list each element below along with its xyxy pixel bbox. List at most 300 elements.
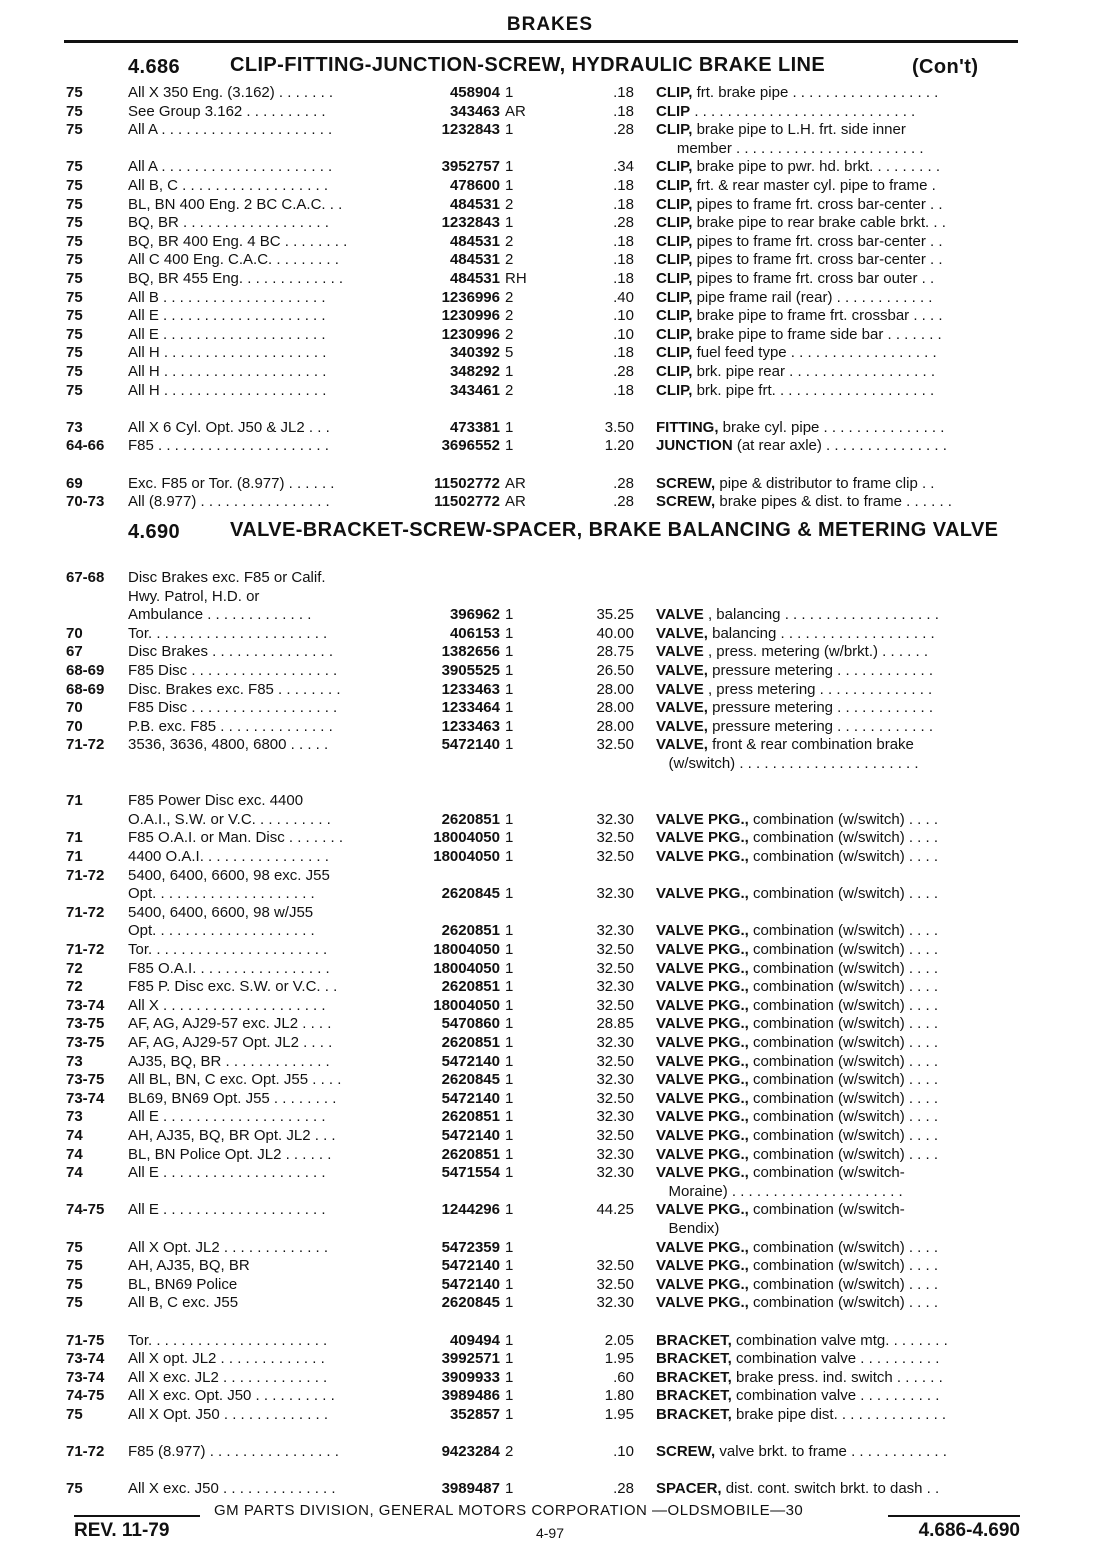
description xyxy=(656,1183,1020,1201)
table-row xyxy=(0,140,1100,158)
table-row xyxy=(0,103,1100,121)
application: AF, AG, AJ29-57 exc. JL2 . . . . xyxy=(128,1015,332,1033)
price: .28 xyxy=(613,493,634,511)
description xyxy=(656,1015,1020,1033)
price: 32.30 xyxy=(596,1108,634,1126)
price: 32.50 xyxy=(596,959,634,977)
description-text: combination (w/switch) . . . . xyxy=(752,941,939,958)
part-number: 1230996 xyxy=(441,307,500,325)
footer-rule-left xyxy=(74,1515,200,1517)
table-row xyxy=(0,1443,1100,1461)
quantity: 1 xyxy=(505,1052,514,1070)
description-text: pipes to frame frt. cross bar-center . . xyxy=(696,232,943,250)
description xyxy=(656,307,1020,325)
description-text: combination (w/switch) . . . . xyxy=(752,959,939,977)
model-year: 72 xyxy=(66,978,83,996)
quantity: 1 xyxy=(505,84,514,101)
model-year: 74 xyxy=(66,1164,83,1182)
table-row xyxy=(0,214,1100,232)
part-name: VALVE xyxy=(656,606,704,624)
quantity: 1 xyxy=(505,1294,514,1312)
description xyxy=(656,885,1020,903)
part-name: VALVE PKG., xyxy=(656,1108,749,1126)
application: 4400 O.A.I. . . . . . . . . . . . . . . . xyxy=(128,848,329,865)
part-number: 5472140 xyxy=(441,736,500,754)
price: 32.30 xyxy=(596,1034,634,1051)
description xyxy=(656,978,1020,996)
part-name: VALVE PKG., xyxy=(656,1015,749,1033)
application: See Group 3.162 . . . . . . . . . . xyxy=(128,102,326,120)
part-number: 1233463 xyxy=(441,717,500,735)
application: Exc. F85 or Tor. (8.977) . . . . . . xyxy=(128,474,335,492)
part-name: CLIP, xyxy=(656,84,693,101)
model-year: 75 xyxy=(66,1406,83,1423)
price: 44.25 xyxy=(596,1201,634,1219)
part-name: FITTING, xyxy=(656,418,719,436)
part-number: 1230996 xyxy=(441,325,500,343)
description xyxy=(656,736,1020,754)
description xyxy=(656,755,1020,773)
description-text: combination (w/switch) . . . . xyxy=(752,996,939,1014)
table-row xyxy=(0,1387,1100,1405)
quantity: 1 xyxy=(505,1257,514,1275)
table-row xyxy=(0,922,1100,940)
description xyxy=(656,344,1020,362)
description-text: dist. cont. switch brkt. to dash . . xyxy=(725,1480,940,1498)
application: O.A.I., S.W. or V.C. . . . . . . . . . xyxy=(128,810,331,828)
description xyxy=(656,382,1020,400)
part-number: 2620851 xyxy=(441,1145,500,1163)
description xyxy=(656,1480,1020,1498)
part-name: VALVE PKG., xyxy=(656,829,749,847)
table-row xyxy=(0,1480,1100,1498)
table-row xyxy=(0,382,1100,400)
part-number: 396962 xyxy=(449,606,500,624)
model-year: 73-75 xyxy=(66,1015,105,1033)
table-row xyxy=(0,625,1100,643)
part-name: BRACKET, xyxy=(656,1368,732,1386)
price: 40.00 xyxy=(596,624,634,642)
description-text: combination valve mtg. . . . . . . . xyxy=(736,1331,948,1349)
application: All X 6 Cyl. Opt. J50 & JL2 . . . xyxy=(128,418,330,436)
model-year: 75 xyxy=(66,102,83,120)
part-number: 406153 xyxy=(449,624,500,642)
quantity: 1 xyxy=(505,699,514,717)
part-number: 343461 xyxy=(449,381,500,399)
description-text: combination (w/switch) . . . . xyxy=(752,1015,939,1033)
part-name: CLIP, xyxy=(656,121,693,139)
quantity: 1 xyxy=(505,1406,514,1423)
price: 26.50 xyxy=(596,662,634,679)
model-year: 75 xyxy=(66,344,83,362)
table-row xyxy=(0,904,1100,922)
price: .18 xyxy=(613,251,634,269)
part-number: 5472140 xyxy=(441,1127,500,1144)
price: 32.30 xyxy=(596,1294,634,1312)
description xyxy=(656,960,1020,978)
price: 32.30 xyxy=(596,1145,634,1163)
model-year: 75 xyxy=(66,84,83,101)
part-name: VALVE PKG., xyxy=(656,1275,749,1293)
model-year: 71-72 xyxy=(66,736,105,754)
description xyxy=(656,848,1020,866)
price: .18 xyxy=(613,177,634,194)
description-text: pressure metering . . . . . . . . . . . . xyxy=(712,662,934,679)
price: 32.50 xyxy=(596,848,634,865)
section-title: VALVE-BRACKET-SCREW-SPACER, BRAKE BALANCING & METERING VALVE xyxy=(230,519,999,541)
description-text: . . . . . . . . . . . . . . . . . . . . . . . . . . . xyxy=(694,102,916,120)
model-year: 73-74 xyxy=(66,1089,105,1107)
application: All X opt. JL2 . . . . . . . . . . . . . xyxy=(128,1350,325,1368)
application: F85 Disc . . . . . . . . . . . . . . . . . . xyxy=(128,699,338,717)
description xyxy=(656,251,1020,269)
description xyxy=(656,289,1020,307)
description-text: combination valve . . . . . . . . . . xyxy=(736,1387,940,1405)
quantity: 1 xyxy=(505,643,514,661)
table-row xyxy=(0,326,1100,344)
application: All E . . . . . . . . . . . . . . . . . . . . xyxy=(128,325,326,343)
description-text: (w/switch) . . . . . . . . . . . . . . . . . . . . . . xyxy=(656,755,919,772)
quantity: 1 xyxy=(505,1238,514,1256)
part-number: 3992571 xyxy=(441,1350,500,1368)
description xyxy=(656,625,1020,643)
model-year: 75 xyxy=(66,1238,83,1256)
price: .18 xyxy=(613,344,634,362)
table-row xyxy=(0,1201,1100,1219)
table-row xyxy=(0,755,1100,773)
model-year: 71-75 xyxy=(66,1331,105,1349)
part-number: 3952757 xyxy=(441,158,500,176)
quantity: 1 xyxy=(505,1145,514,1163)
section-title: CLIP-FITTING-JUNCTION-SCREW, HYDRAULIC BRAKE LINE xyxy=(230,54,826,76)
part-name: VALVE PKG., xyxy=(656,941,749,958)
part-name: CLIP, xyxy=(656,214,693,232)
description xyxy=(656,1276,1020,1294)
quantity: 1 xyxy=(505,437,514,455)
table-row xyxy=(0,1350,1100,1368)
description xyxy=(656,922,1020,940)
model-year: 75 xyxy=(66,1275,83,1293)
model-year: 75 xyxy=(66,1480,83,1498)
quantity: 2 xyxy=(505,325,514,343)
description xyxy=(656,1220,1020,1238)
description xyxy=(656,1127,1020,1145)
page-title: BRAKES xyxy=(506,14,594,35)
application: All X exc. Opt. J50 . . . . . . . . . . xyxy=(128,1387,335,1405)
table-row xyxy=(0,1146,1100,1164)
description xyxy=(656,121,1020,139)
application: All X Opt. JL2 . . . . . . . . . . . . . xyxy=(128,1238,329,1256)
application: F85 O.A.I. . . . . . . . . . . . . . . . . xyxy=(128,959,330,977)
price: .18 xyxy=(613,102,634,120)
application: Disc. Brakes exc. F85 . . . . . . . . xyxy=(128,680,341,698)
model-year: 75 xyxy=(66,158,83,176)
description xyxy=(656,326,1020,344)
application: Tor. . . . . . . . . . . . . . . . . . . . . . xyxy=(128,1331,328,1349)
model-year: 73-74 xyxy=(66,1350,105,1368)
model-year: 71-72 xyxy=(66,941,105,958)
description-text: combination (w/switch- xyxy=(752,1201,905,1219)
description xyxy=(656,196,1020,214)
description-text: brake pipe to L.H. frt. side inner xyxy=(696,121,906,139)
table-row xyxy=(0,1015,1100,1033)
description xyxy=(656,158,1020,176)
part-name: VALVE, xyxy=(656,736,708,754)
application: BQ, BR . . . . . . . . . . . . . . . . . . xyxy=(128,214,329,232)
part-name: BRACKET, xyxy=(656,1406,732,1423)
quantity: 1 xyxy=(505,829,514,847)
application: All E . . . . . . . . . . . . . . . . . . . . xyxy=(128,1201,326,1219)
part-name: CLIP, xyxy=(656,288,693,306)
description xyxy=(656,1332,1020,1350)
model-year: 73-74 xyxy=(66,1368,105,1386)
quantity: 1 xyxy=(505,810,514,828)
part-name: VALVE PKG., xyxy=(656,922,749,940)
part-name: CLIP, xyxy=(656,177,693,194)
application: Tor. . . . . . . . . . . . . . . . . . . . . . xyxy=(128,941,328,958)
table-row xyxy=(0,1108,1100,1126)
description xyxy=(656,1146,1020,1164)
table-row xyxy=(0,177,1100,195)
application: All A . . . . . . . . . . . . . . . . . . . . . xyxy=(128,158,333,176)
part-number: 1233464 xyxy=(441,699,500,717)
part-number: 5472140 xyxy=(441,1257,500,1275)
part-number: 352857 xyxy=(449,1406,500,1423)
model-year: 72 xyxy=(66,959,83,977)
price: 28.75 xyxy=(596,643,634,661)
description-text: , press. metering (w/brkt.) . . . . . . xyxy=(707,643,929,661)
description xyxy=(656,1350,1020,1368)
application: AH, AJ35, BQ, BR xyxy=(128,1257,250,1275)
price: 35.25 xyxy=(596,606,634,624)
part-name: CLIP, xyxy=(656,158,693,176)
application: All A . . . . . . . . . . . . . . . . . . . . . xyxy=(128,121,333,139)
description xyxy=(656,829,1020,847)
part-name: VALVE PKG., xyxy=(656,1034,749,1051)
part-name: VALVE xyxy=(656,680,704,698)
table-row xyxy=(0,1294,1100,1312)
table-row xyxy=(0,569,1100,587)
description-text: brake pipe to frame side bar . . . . . . . xyxy=(696,325,942,343)
application: P.B. exc. F85 . . . . . . . . . . . . . . xyxy=(128,717,333,735)
model-year: 70 xyxy=(66,624,83,642)
table-row xyxy=(0,867,1100,885)
table-row xyxy=(0,363,1100,381)
description-text: combination (w/switch) . . . . xyxy=(752,810,939,828)
application: BL, BN Police Opt. JL2 . . . . . . xyxy=(128,1145,332,1163)
model-year: 73-75 xyxy=(66,1071,105,1089)
model-year: 70 xyxy=(66,699,83,717)
quantity: 2 xyxy=(505,288,514,306)
part-name: VALVE PKG., xyxy=(656,1071,749,1089)
price: 1.80 xyxy=(604,1387,634,1405)
application: All BL, BN, C exc. Opt. J55 . . . . xyxy=(128,1071,342,1089)
description xyxy=(656,214,1020,232)
application: Ambulance . . . . . . . . . . . . . xyxy=(128,606,312,624)
part-name: VALVE PKG., xyxy=(656,1127,749,1144)
table-row xyxy=(0,475,1100,493)
part-number: 343463 xyxy=(449,102,500,120)
model-year: 73 xyxy=(66,1108,83,1126)
model-year: 71-72 xyxy=(66,866,105,884)
model-year: 73-74 xyxy=(66,996,105,1014)
application: Hwy. Patrol, H.D. or xyxy=(128,587,260,605)
price: .18 xyxy=(613,381,634,399)
table-row xyxy=(0,344,1100,362)
description-text: pipe & distributor to frame clip . . xyxy=(719,474,935,492)
part-number: 3905525 xyxy=(441,662,500,679)
application: F85 . . . . . . . . . . . . . . . . . . . . . xyxy=(128,437,329,455)
part-number: 340392 xyxy=(449,344,500,362)
description-text: pipes to frame frt. cross bar-center . . xyxy=(696,251,943,269)
quantity: AR xyxy=(505,493,526,511)
description xyxy=(656,1387,1020,1405)
price: 32.50 xyxy=(596,1052,634,1070)
part-number: 3989487 xyxy=(441,1480,500,1498)
application: 3536, 3636, 4800, 6800 . . . . . xyxy=(128,736,329,754)
table-row xyxy=(0,270,1100,288)
description-text: (at rear axle) . . . . . . . . . . . . . . . xyxy=(736,437,947,455)
description-text: brake pipes & dist. to frame . . . . . . xyxy=(719,493,952,511)
table-row xyxy=(0,419,1100,437)
description xyxy=(656,1239,1020,1257)
quantity: 1 xyxy=(505,1089,514,1107)
price: .28 xyxy=(613,363,634,380)
part-name: VALVE PKG., xyxy=(656,959,749,977)
model-year: 71-72 xyxy=(66,1443,105,1461)
model-year: 75 xyxy=(66,363,83,380)
model-year: 75 xyxy=(66,381,83,399)
description-text: valve brkt. to frame . . . . . . . . . . . . xyxy=(719,1443,947,1461)
table-row xyxy=(0,1034,1100,1052)
description-text: combination valve . . . . . . . . . . xyxy=(736,1350,940,1368)
price: 32.30 xyxy=(596,885,634,903)
application: All B . . . . . . . . . . . . . . . . . . . . xyxy=(128,288,326,306)
price: 32.30 xyxy=(596,978,634,996)
quantity: 1 xyxy=(505,363,514,380)
price: 2.05 xyxy=(604,1331,634,1349)
table-row xyxy=(0,699,1100,717)
table-row xyxy=(0,1220,1100,1238)
description-text: Moraine) . . . . . . . . . . . . . . . . . . . . . xyxy=(656,1182,903,1200)
table-row xyxy=(0,718,1100,736)
model-year: 73 xyxy=(66,418,83,436)
description xyxy=(656,1201,1020,1219)
price: 32.50 xyxy=(596,1257,634,1275)
table-row xyxy=(0,251,1100,269)
description xyxy=(656,1164,1020,1182)
description xyxy=(656,699,1020,717)
price: .28 xyxy=(613,474,634,492)
model-year: 74-75 xyxy=(66,1201,105,1219)
part-name: SCREW, xyxy=(656,493,716,511)
description xyxy=(656,1053,1020,1071)
application: Opt. . . . . . . . . . . . . . . . . . . . xyxy=(128,885,315,903)
price: .28 xyxy=(613,121,634,139)
part-name: CLIP, xyxy=(656,195,693,213)
model-year: 75 xyxy=(66,121,83,139)
section-heading-4686 xyxy=(128,56,1008,78)
part-number: 2620845 xyxy=(441,885,500,903)
part-name: BRACKET, xyxy=(656,1387,732,1405)
description-text: brake cyl. pipe . . . . . . . . . . . . . . . xyxy=(722,418,945,436)
part-name: CLIP, xyxy=(656,232,693,250)
description-text: pipe frame rail (rear) . . . . . . . . . . . . xyxy=(696,288,933,306)
part-name: VALVE xyxy=(656,643,704,661)
price: 3.50 xyxy=(604,418,634,436)
table-row xyxy=(0,941,1100,959)
part-number: 2620851 xyxy=(441,922,500,940)
price: 32.50 xyxy=(596,996,634,1014)
section-number: 4.686 xyxy=(128,56,181,78)
model-year: 75 xyxy=(66,195,83,213)
part-name: VALVE PKG., xyxy=(656,1052,749,1070)
application: All H . . . . . . . . . . . . . . . . . . . . xyxy=(128,381,327,399)
application: All H . . . . . . . . . . . . . . . . . . . . xyxy=(128,344,327,362)
description-text: combination (w/switch) . . . . xyxy=(752,1071,939,1089)
table-row xyxy=(0,1164,1100,1182)
table-row xyxy=(0,885,1100,903)
quantity: 2 xyxy=(505,307,514,325)
quantity: 1 xyxy=(505,1015,514,1033)
description-text: combination (w/switch) . . . . xyxy=(752,1275,939,1293)
description-text: , press metering . . . . . . . . . . . . . . xyxy=(707,680,933,698)
description-text: member . . . . . . . . . . . . . . . . . . . . . . . xyxy=(656,139,924,157)
footer-page-number: 4-97 xyxy=(535,1525,565,1541)
part-name: SCREW, xyxy=(656,474,716,492)
model-year: 71 xyxy=(66,829,83,847)
quantity: 1 xyxy=(505,959,514,977)
part-number: 1232843 xyxy=(441,214,500,232)
part-number: 18004050 xyxy=(433,996,500,1014)
table-row xyxy=(0,1090,1100,1108)
description xyxy=(656,997,1020,1015)
model-year: 75 xyxy=(66,1294,83,1312)
part-name: VALVE PKG., xyxy=(656,1201,749,1219)
table-row xyxy=(0,736,1100,754)
description-text: combination (w/switch) . . . . xyxy=(752,848,939,865)
part-number: 3909933 xyxy=(441,1368,500,1386)
description xyxy=(656,662,1020,680)
description-text: Bendix) xyxy=(656,1220,720,1237)
part-number: 2620845 xyxy=(441,1071,500,1089)
table-row xyxy=(0,997,1100,1015)
price: 32.30 xyxy=(596,810,634,828)
description-text: combination (w/switch) . . . . xyxy=(752,1127,939,1144)
description-text: brake pipe to rear brake cable brkt. . . xyxy=(696,214,946,232)
quantity: 2 xyxy=(505,251,514,269)
quantity: 2 xyxy=(505,232,514,250)
description xyxy=(656,1443,1020,1461)
part-number: 2620851 xyxy=(441,810,500,828)
description xyxy=(656,363,1020,381)
description-text: pressure metering . . . . . . . . . . . . xyxy=(712,699,934,717)
description-text: frt. brake pipe . . . . . . . . . . . . . . . . . . xyxy=(696,84,939,101)
table-row xyxy=(0,1183,1100,1201)
application: All E . . . . . . . . . . . . . . . . . . . . xyxy=(128,307,326,325)
model-year: 74-75 xyxy=(66,1387,105,1405)
table-row xyxy=(0,307,1100,325)
description-text: pipes to frame frt. cross bar-center . . xyxy=(696,195,943,213)
quantity: 1 xyxy=(505,158,514,176)
description-text: frt. & rear master cyl. pipe to frame . xyxy=(696,177,936,194)
part-name: VALVE PKG., xyxy=(656,1089,749,1107)
table-row xyxy=(0,1239,1100,1257)
table-row xyxy=(0,1369,1100,1387)
description-text: combination (w/switch- xyxy=(752,1164,905,1182)
part-number: 18004050 xyxy=(433,941,500,958)
part-name: VALVE, xyxy=(656,717,708,735)
